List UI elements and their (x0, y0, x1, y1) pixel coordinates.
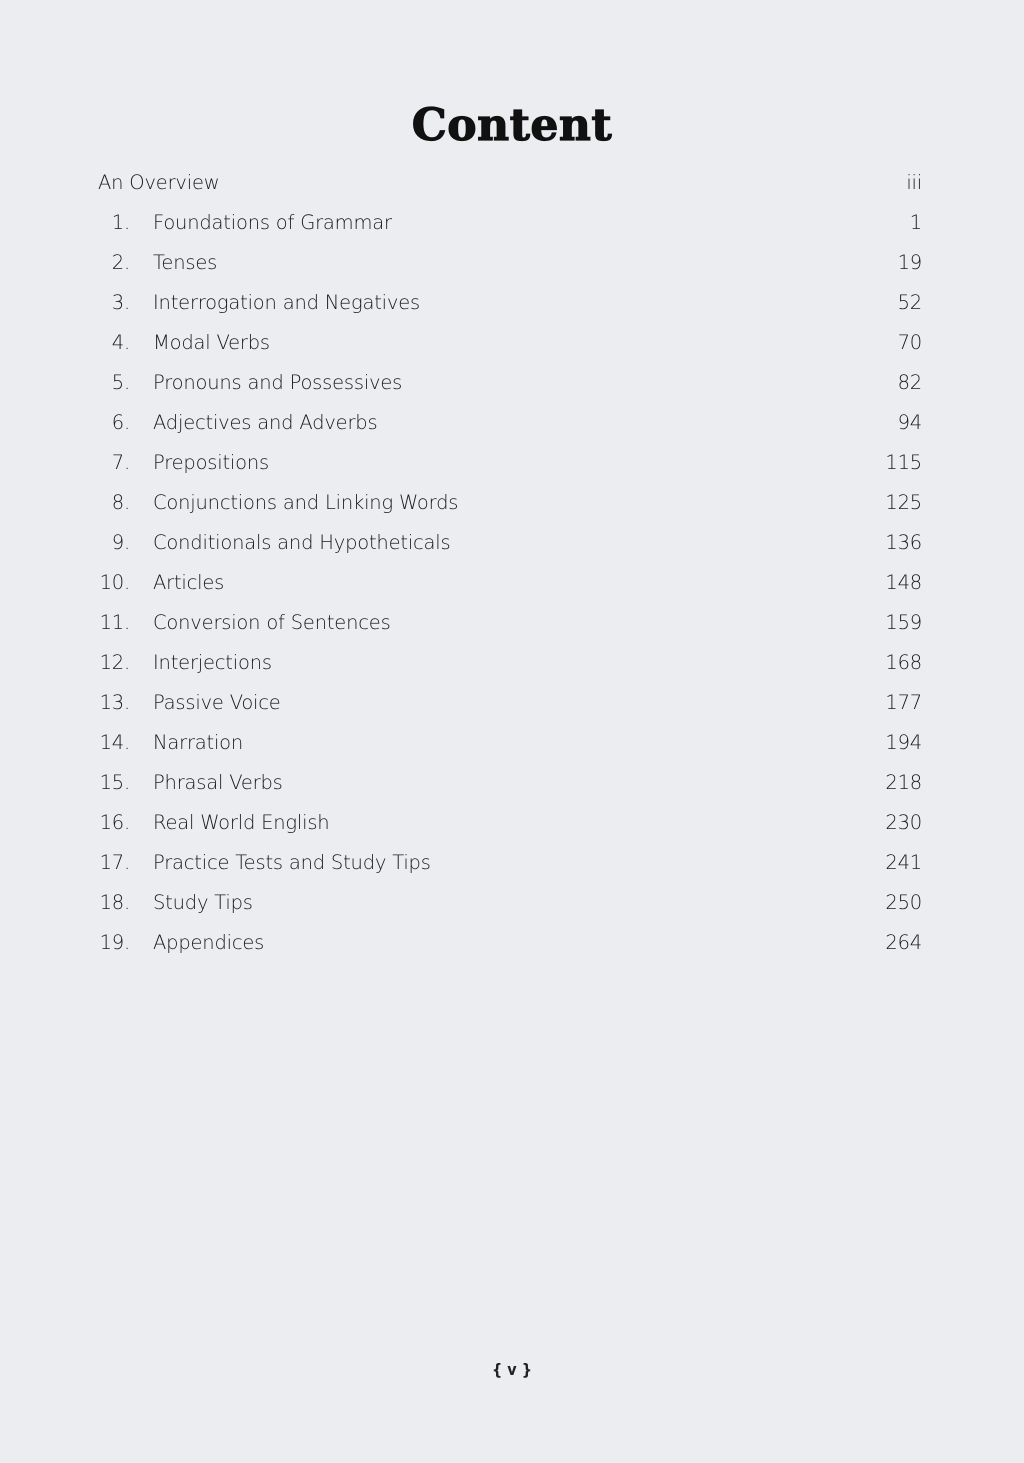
toc-entry-number: 6. (111, 411, 130, 434)
toc-entry[interactable] (98, 883, 922, 923)
toc-entry-page: 115 (885, 451, 922, 474)
toc-entry[interactable] (98, 683, 922, 723)
table-of-contents (98, 163, 922, 963)
toc-entry-page: 194 (885, 731, 922, 754)
toc-entry-number: 11. (99, 611, 130, 634)
toc-entry-title: Study Tips (153, 891, 253, 914)
toc-entry[interactable] (98, 523, 922, 563)
toc-entry-number: 10. (99, 571, 130, 594)
toc-entry-page: 94 (897, 411, 922, 434)
toc-entry-title: Conditionals and Hypotheticals (153, 531, 451, 554)
toc-entry-number: 7. (111, 451, 130, 474)
toc-entry-number: 12. (99, 651, 130, 674)
toc-entry-number: 17. (99, 851, 130, 874)
toc-entry[interactable] (98, 483, 922, 523)
toc-entry-title: An Overview (98, 171, 220, 194)
toc-entry[interactable] (98, 603, 922, 643)
toc-entry-title: Real World English (153, 811, 330, 834)
page-number: { v } (492, 1360, 532, 1379)
toc-entry-title: Narration (153, 731, 244, 754)
page-title: Content (411, 100, 613, 151)
toc-entry-title: Foundations of Grammar (153, 211, 392, 234)
toc-entry-page: 148 (885, 571, 922, 594)
toc-entry-title: Prepositions (153, 451, 269, 474)
toc-entry-title: Tenses (153, 251, 218, 274)
toc-entry[interactable] (98, 723, 922, 763)
toc-entry-page: 230 (885, 811, 922, 834)
toc-entry[interactable] (98, 643, 922, 683)
toc-entry-number: 9. (111, 531, 130, 554)
toc-entry[interactable] (98, 203, 922, 243)
toc-entry-number: 16. (99, 811, 130, 834)
toc-entry[interactable] (98, 563, 922, 603)
toc-entry-page: iii (906, 171, 922, 194)
toc-entry-title: Phrasal Verbs (153, 771, 283, 794)
toc-entry[interactable] (98, 923, 922, 963)
toc-entry-page: 264 (885, 931, 922, 954)
toc-entry[interactable] (98, 403, 922, 443)
toc-entry-title: Conjunctions and Linking Words (153, 491, 459, 514)
toc-entry-title: Modal Verbs (153, 331, 270, 354)
toc-entry-number: 5. (111, 371, 130, 394)
toc-entry-title: Practice Tests and Study Tips (153, 851, 431, 874)
toc-entry-number: 4. (111, 331, 130, 354)
toc-entry-page: 136 (885, 531, 922, 554)
toc-entry-number: 2. (111, 251, 130, 274)
toc-entry-number: 14. (99, 731, 130, 754)
toc-entry-number: 18. (99, 891, 130, 914)
toc-entry-title: Passive Voice (153, 691, 281, 714)
toc-entry-title: Conversion of Sentences (153, 611, 391, 634)
toc-entry-page: 1 (909, 211, 922, 234)
toc-entry-page: 125 (885, 491, 922, 514)
toc-entry-page: 52 (897, 291, 922, 314)
toc-entry-number: 1. (111, 211, 130, 234)
toc-entry[interactable] (98, 243, 922, 283)
toc-entry-page: 241 (885, 851, 922, 874)
toc-entry-number: 19. (99, 931, 130, 954)
toc-entry-title: Interjections (153, 651, 272, 674)
toc-entry-title: Articles (153, 571, 225, 594)
toc-entry[interactable] (98, 283, 922, 323)
toc-entry-page: 70 (897, 331, 922, 354)
toc-entry-overview[interactable] (98, 163, 922, 203)
toc-entry-title: Appendices (153, 931, 265, 954)
toc-entry-page: 159 (885, 611, 922, 634)
toc-entry-title: Adjectives and Adverbs (153, 411, 378, 434)
toc-entry-page: 177 (885, 691, 922, 714)
toc-entry-title: Interrogation and Negatives (153, 291, 420, 314)
toc-entry-page: 250 (885, 891, 922, 914)
toc-entry-page: 168 (885, 651, 922, 674)
toc-entry-page: 218 (885, 771, 922, 794)
toc-entry[interactable] (98, 763, 922, 803)
toc-entry[interactable] (98, 323, 922, 363)
toc-entry[interactable] (98, 803, 922, 843)
toc-entry-number: 3. (111, 291, 130, 314)
toc-entry[interactable] (98, 443, 922, 483)
toc-entry[interactable] (98, 363, 922, 403)
toc-entry-number: 13. (99, 691, 130, 714)
toc-entry-page: 19 (897, 251, 922, 274)
toc-entry-title: Pronouns and Possessives (153, 371, 403, 394)
toc-entry-page: 82 (897, 371, 922, 394)
toc-entry-number: 15. (99, 771, 130, 794)
toc-entry[interactable] (98, 843, 922, 883)
toc-entry-number: 8. (111, 491, 130, 514)
